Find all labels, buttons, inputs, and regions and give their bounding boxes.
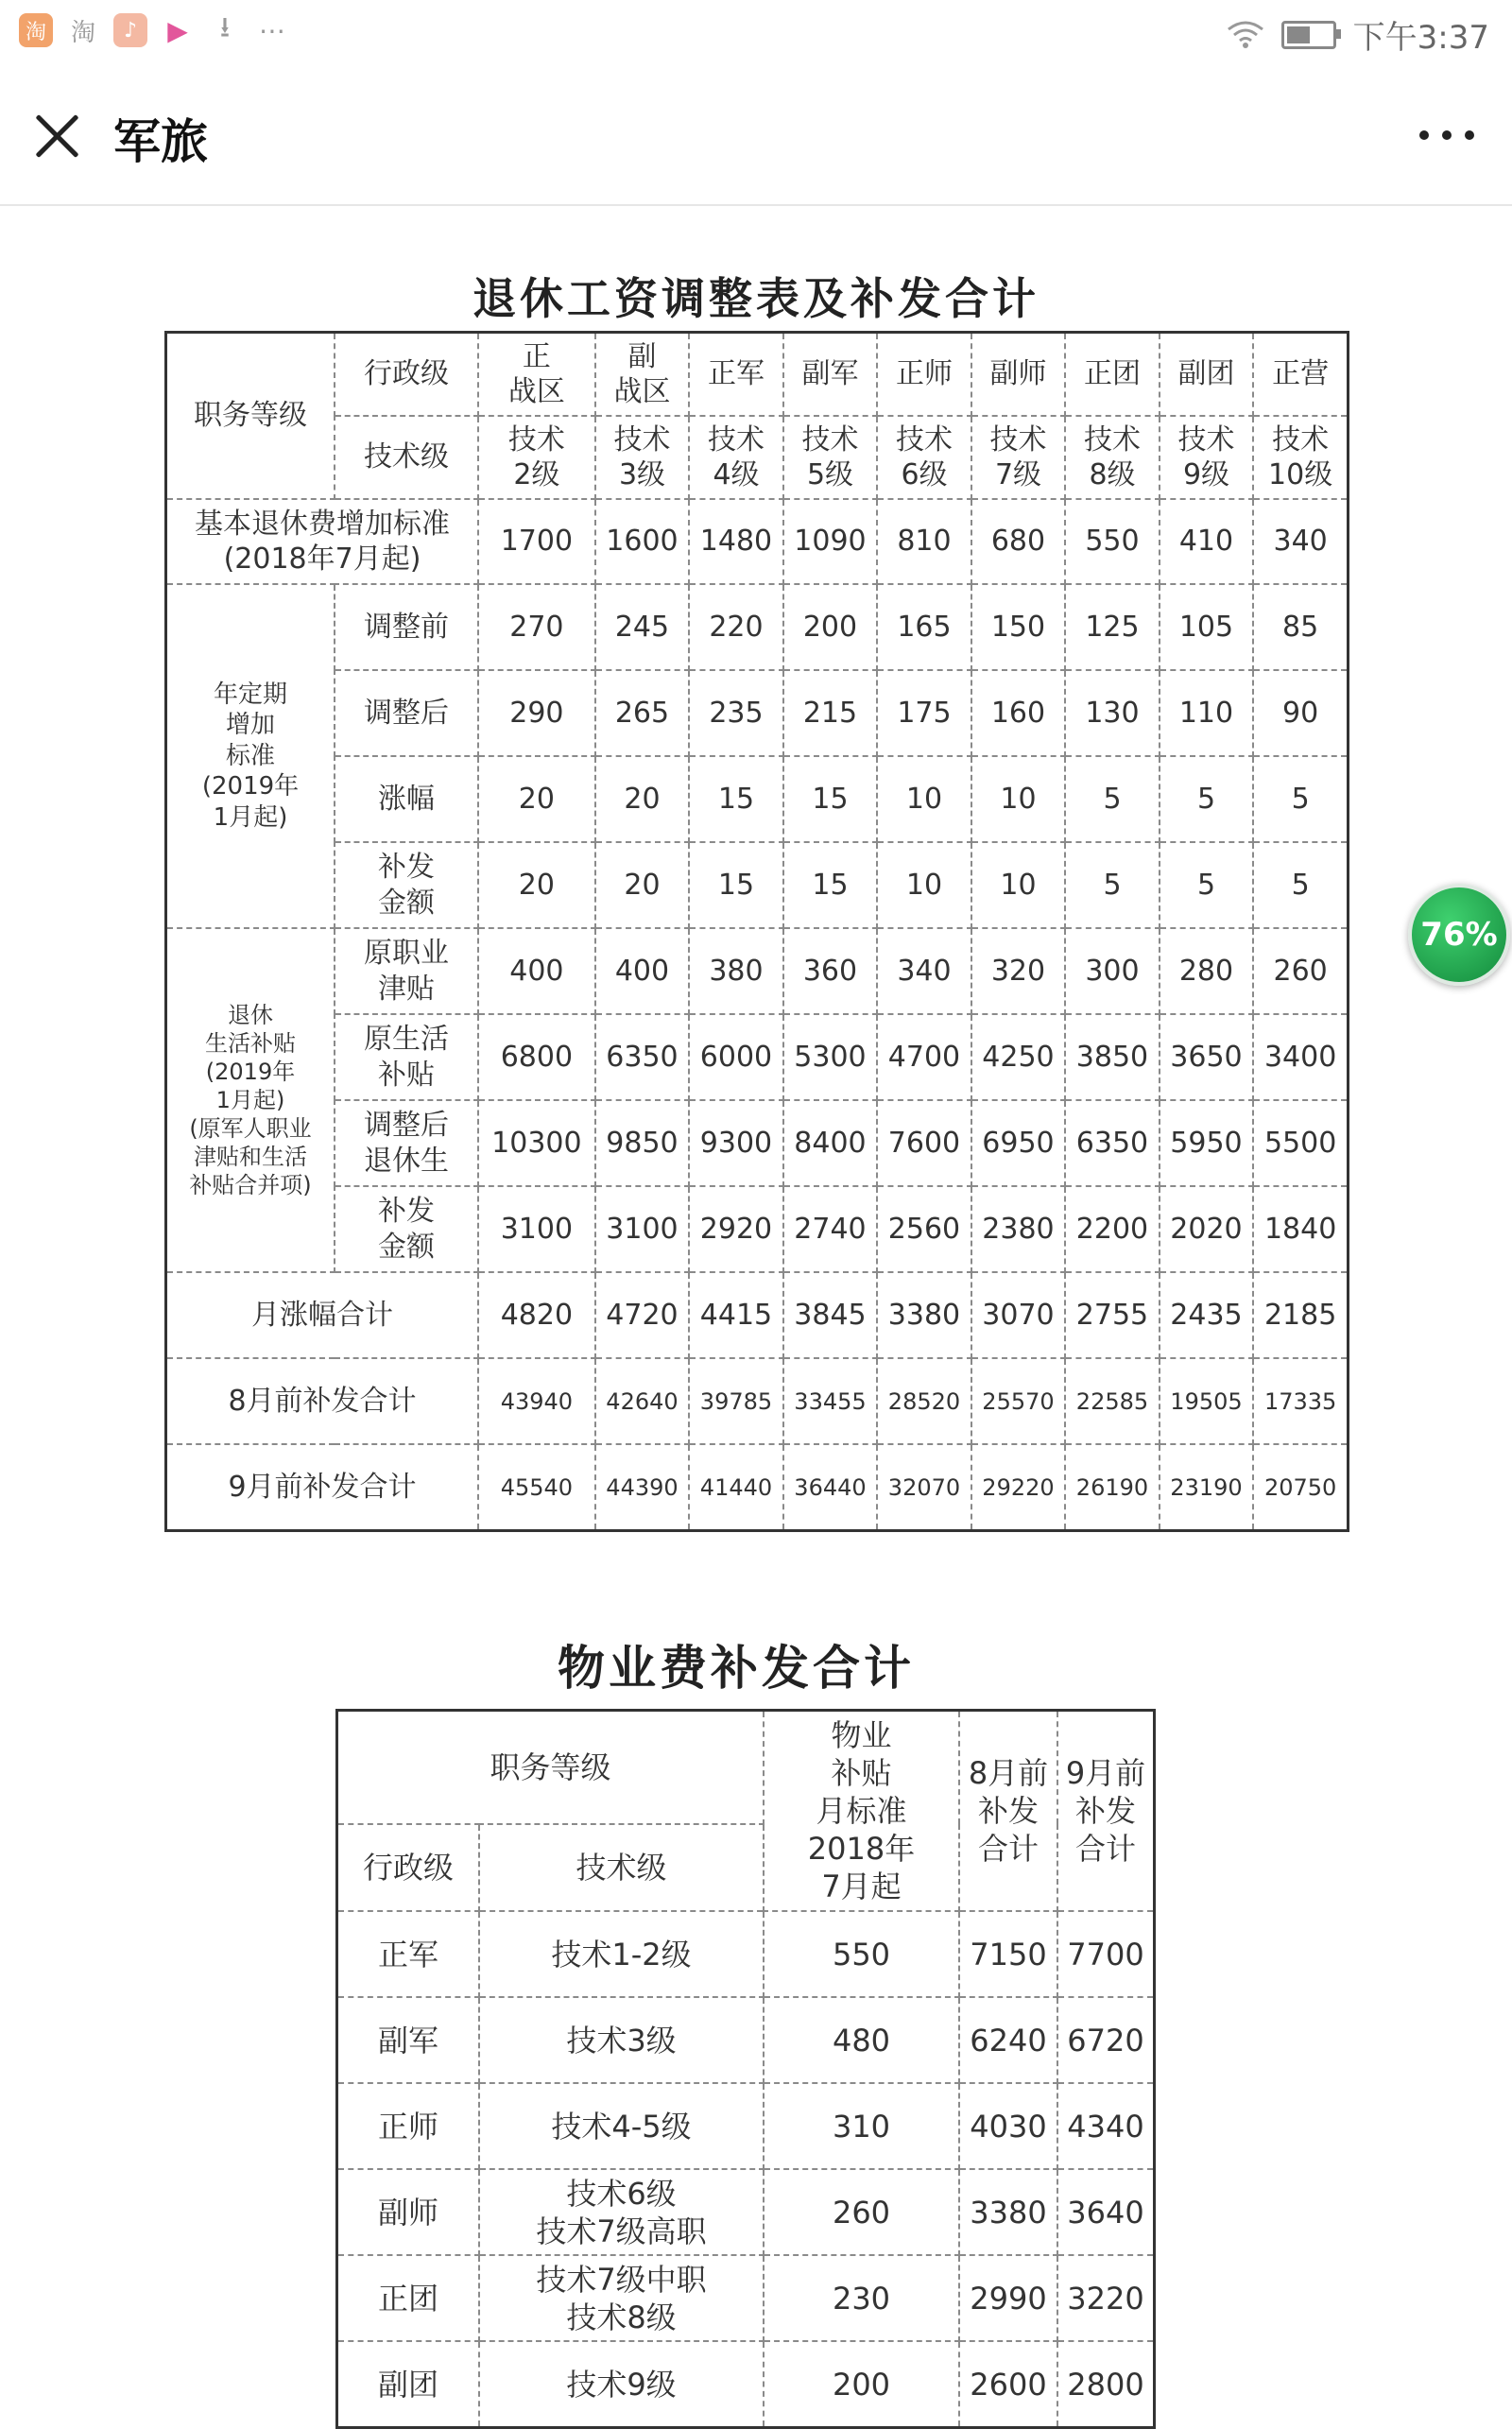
living-subsidy-value: 3400 [1253, 1014, 1348, 1100]
download-icon: ⭳ [208, 13, 242, 47]
regular-increase-value: 15 [783, 756, 878, 842]
living-subsidy-value: 3650 [1160, 1014, 1254, 1100]
regular-increase-value: 20 [478, 756, 595, 842]
summary-value: 28520 [877, 1358, 971, 1444]
basic-increase-value: 550 [1065, 499, 1160, 584]
tech-grade-label: 技术级 [335, 416, 478, 499]
tech-rank-cell: 技术6级 技术7级高职 [479, 2169, 764, 2255]
tech-rank-header: 技术 5级 [783, 416, 878, 499]
summary-value: 4820 [478, 1272, 595, 1358]
status-app-icons [19, 10, 289, 47]
aug-total-cell: 4030 [959, 2083, 1057, 2169]
living-subsidy-value: 300 [1065, 928, 1160, 1014]
tech-rank-cell: 技术4-5级 [479, 2083, 764, 2169]
living-subsidy-value: 6950 [971, 1100, 1066, 1186]
basic-increase-value: 810 [877, 499, 971, 584]
admin-rank-header: 副团 [1160, 333, 1254, 417]
admin-rank-header: 副 战区 [595, 333, 690, 417]
regular-increase-value: 15 [689, 756, 783, 842]
summary-value: 33455 [783, 1358, 878, 1444]
living-subsidy-value: 380 [689, 928, 783, 1014]
sep-total-cell: 6720 [1057, 1997, 1155, 2083]
tech-rank-cell: 技术7级中职 技术8级 [479, 2255, 764, 2341]
sep-total-cell: 4340 [1057, 2083, 1155, 2169]
summary-value: 41440 [689, 1444, 783, 1531]
living-subsidy-value: 340 [877, 928, 971, 1014]
tech-rank-header: 技术 8级 [1065, 416, 1160, 499]
monthly-standard-cell: 310 [764, 2083, 959, 2169]
regular-increase-value: 130 [1065, 670, 1160, 756]
admin-rank-cell: 副师 [337, 2169, 480, 2255]
basic-increase-value: 1090 [783, 499, 878, 584]
admin-rank-header: 正团 [1065, 333, 1160, 417]
summary-value: 43940 [478, 1358, 595, 1444]
summary-value: 29220 [971, 1444, 1066, 1531]
taobao-text-icon: 淘 [66, 13, 100, 47]
living-subsidy-value: 7600 [877, 1100, 971, 1186]
living-subsidy-value: 400 [478, 928, 595, 1014]
music-app-icon: ♪ [113, 13, 147, 47]
monthly-standard-cell: 480 [764, 1997, 959, 2083]
living-subsidy-value: 280 [1160, 928, 1254, 1014]
close-icon[interactable] [28, 108, 85, 164]
living-subsidy-row-label: 原生活 补贴 [335, 1014, 478, 1100]
summary-value: 2755 [1065, 1272, 1160, 1358]
status-time: 下午3:37 [1352, 19, 1489, 57]
summary-value: 17335 [1253, 1358, 1348, 1444]
living-subsidy-value: 2560 [877, 1186, 971, 1272]
living-subsidy-value: 3100 [478, 1186, 595, 1272]
living-subsidy-value: 8400 [783, 1100, 878, 1186]
basic-increase-value: 340 [1253, 499, 1348, 584]
regular-increase-value: 15 [689, 842, 783, 928]
living-subsidy-value: 5950 [1160, 1100, 1254, 1186]
living-subsidy-value: 260 [1253, 928, 1348, 1014]
regular-increase-value: 270 [478, 584, 595, 670]
admin-rank-cell: 副团 [337, 2341, 480, 2428]
monthly-standard-cell: 550 [764, 1911, 959, 1997]
tech-rank-header: 技术 7级 [971, 416, 1066, 499]
regular-increase-value: 90 [1253, 670, 1348, 756]
living-subsidy-value: 4700 [877, 1014, 971, 1100]
regular-increase-value: 20 [478, 842, 595, 928]
admin-rank-cell: 正师 [337, 2083, 480, 2169]
living-subsidy-value: 2740 [783, 1186, 878, 1272]
regular-increase-value: 5 [1160, 842, 1254, 928]
status-right [1227, 11, 1489, 58]
basic-increase-value: 680 [971, 499, 1066, 584]
regular-increase-value: 5 [1065, 842, 1160, 928]
living-subsidy-value: 2380 [971, 1186, 1066, 1272]
living-subsidy-row-label: 原职业 津贴 [335, 928, 478, 1014]
property-fee-table [335, 1709, 1156, 2429]
regular-increase-row-label: 补发 金额 [335, 842, 478, 928]
summary-value: 32070 [877, 1444, 971, 1531]
living-subsidy-value: 6800 [478, 1014, 595, 1100]
nav-bar [0, 66, 1512, 206]
summary-value: 19505 [1160, 1358, 1254, 1444]
living-subsidy-value: 6350 [1065, 1100, 1160, 1186]
admin-grade-label: 行政级 [335, 333, 478, 417]
living-subsidy-value: 5500 [1253, 1100, 1348, 1186]
basic-increase-value: 1700 [478, 499, 595, 584]
summary-value: 3380 [877, 1272, 971, 1358]
admin-rank-cell: 副军 [337, 1997, 480, 2083]
regular-increase-value: 200 [783, 584, 878, 670]
page-title: 军旅 [113, 114, 208, 169]
summary-value: 45540 [478, 1444, 595, 1531]
living-subsidy-value: 9300 [689, 1100, 783, 1186]
more-options-icon[interactable] [1419, 130, 1474, 140]
more-notifications-icon: ⋯ [255, 13, 289, 47]
living-subsidy-value: 2020 [1160, 1186, 1254, 1272]
regular-increase-value: 15 [783, 842, 878, 928]
summary-value: 4720 [595, 1272, 690, 1358]
living-subsidy-value: 2920 [689, 1186, 783, 1272]
basic-increase-value: 1600 [595, 499, 690, 584]
living-subsidy-value: 3850 [1065, 1014, 1160, 1100]
regular-increase-value: 110 [1160, 670, 1254, 756]
living-subsidy-value: 320 [971, 928, 1066, 1014]
table1-title: 退休工资调整表及补发合计 [472, 273, 1040, 324]
monthly-standard-cell: 260 [764, 2169, 959, 2255]
admin-rank-header: 副军 [783, 333, 878, 417]
regular-increase-value: 265 [595, 670, 690, 756]
status-bar [0, 0, 1512, 66]
tech-rank-header: 技术 10级 [1253, 416, 1348, 499]
aug-total-cell: 6240 [959, 1997, 1057, 2083]
summary-value: 26190 [1065, 1444, 1160, 1531]
summary-value: 22585 [1065, 1358, 1160, 1444]
regular-increase-value: 125 [1065, 584, 1160, 670]
living-subsidy-value: 5300 [783, 1014, 878, 1100]
living-subsidy-value: 2200 [1065, 1186, 1160, 1272]
basic-increase-value: 1480 [689, 499, 783, 584]
living-subsidy-value: 360 [783, 928, 878, 1014]
sep-total-cell: 7700 [1057, 1911, 1155, 1997]
monthly-standard-cell: 230 [764, 2255, 959, 2341]
regular-increase-row-label: 调整前 [335, 584, 478, 670]
aug-total-header: 8月前 补发 合计 [959, 1711, 1057, 1912]
admin-grade-header: 行政级 [337, 1824, 480, 1911]
regular-increase-value: 290 [478, 670, 595, 756]
admin-rank-header: 正师 [877, 333, 971, 417]
aug-total-cell: 3380 [959, 2169, 1057, 2255]
sep-total-header: 9月前 补发 合计 [1057, 1711, 1155, 1912]
summary-value: 39785 [689, 1358, 783, 1444]
living-subsidy-row-label: 补发 金额 [335, 1186, 478, 1272]
regular-increase-value: 165 [877, 584, 971, 670]
monthly-standard-cell: 200 [764, 2341, 959, 2428]
summary-row-label: 9月前补发合计 [166, 1444, 479, 1531]
living-subsidy-row-label: 调整后 退休生 [335, 1100, 478, 1186]
table2-title: 物业费补发合计 [558, 1640, 915, 1696]
regular-increase-value: 150 [971, 584, 1066, 670]
tech-rank-cell: 技术9级 [479, 2341, 764, 2428]
tech-rank-cell: 技术3级 [479, 1997, 764, 2083]
living-subsidy-value: 9850 [595, 1100, 690, 1186]
living-subsidy-value: 10300 [478, 1100, 595, 1186]
tech-rank-header: 技术 3级 [595, 416, 690, 499]
sep-total-cell: 3640 [1057, 2169, 1155, 2255]
sep-total-cell: 2800 [1057, 2341, 1155, 2428]
living-subsidy-value: 1840 [1253, 1186, 1348, 1272]
taobao-app-icon: 淘 [19, 13, 53, 47]
regular-increase-row-label: 涨幅 [335, 756, 478, 842]
regular-increase-value: 220 [689, 584, 783, 670]
summary-value: 4415 [689, 1272, 783, 1358]
grade-header-cell: 职务等级 [337, 1711, 765, 1825]
regular-increase-value: 160 [971, 670, 1066, 756]
pension-adjustment-table [164, 331, 1349, 1532]
admin-rank-header: 副师 [971, 333, 1066, 417]
video-app-icon: ▶ [161, 13, 195, 47]
tech-grade-header: 技术级 [479, 1824, 764, 1911]
summary-value: 2185 [1253, 1272, 1348, 1358]
regular-increase-value: 245 [595, 584, 690, 670]
regular-increase-value: 5 [1253, 756, 1348, 842]
grade-header-cell: 职务等级 [166, 333, 335, 500]
tech-rank-header: 技术 4级 [689, 416, 783, 499]
summary-value: 44390 [595, 1444, 690, 1531]
regular-increase-label: 年定期 增加 标准 (2019年 1月起) [166, 584, 335, 928]
summary-value: 2435 [1160, 1272, 1254, 1358]
basic-increase-label: 基本退休费增加标准 (2018年7月起) [166, 499, 479, 584]
summary-value: 36440 [783, 1444, 878, 1531]
regular-increase-row-label: 调整后 [335, 670, 478, 756]
tech-rank-cell: 技术1-2级 [479, 1911, 764, 1997]
regular-increase-value: 10 [877, 756, 971, 842]
summary-value: 3845 [783, 1272, 878, 1358]
tech-rank-header: 技术 6级 [877, 416, 971, 499]
regular-increase-value: 5 [1065, 756, 1160, 842]
regular-increase-value: 85 [1253, 584, 1348, 670]
admin-rank-header: 正 战区 [478, 333, 595, 417]
living-subsidy-value: 400 [595, 928, 690, 1014]
aug-total-cell: 2990 [959, 2255, 1057, 2341]
regular-increase-value: 20 [595, 756, 690, 842]
basic-increase-value: 410 [1160, 499, 1254, 584]
summary-value: 42640 [595, 1358, 690, 1444]
regular-increase-value: 10 [971, 756, 1066, 842]
battery-icon [1281, 21, 1336, 49]
admin-rank-header: 正军 [689, 333, 783, 417]
summary-value: 3070 [971, 1272, 1066, 1358]
regular-increase-value: 235 [689, 670, 783, 756]
monthly-standard-header: 物业 补贴 月标准 2018年 7月起 [764, 1711, 959, 1912]
summary-row-label: 8月前补发合计 [166, 1358, 479, 1444]
regular-increase-value: 105 [1160, 584, 1254, 670]
tech-rank-header: 技术 9级 [1160, 416, 1254, 499]
regular-increase-value: 10 [971, 842, 1066, 928]
aug-total-cell: 2600 [959, 2341, 1057, 2428]
living-subsidy-value: 6000 [689, 1014, 783, 1100]
living-subsidy-value: 4250 [971, 1014, 1066, 1100]
admin-rank-cell: 正团 [337, 2255, 480, 2341]
summary-value: 23190 [1160, 1444, 1254, 1531]
regular-increase-value: 5 [1253, 842, 1348, 928]
regular-increase-value: 10 [877, 842, 971, 928]
aug-total-cell: 7150 [959, 1911, 1057, 1997]
wifi-icon [1227, 20, 1264, 50]
progress-badge[interactable]: 76% [1408, 884, 1510, 986]
living-subsidy-value: 6350 [595, 1014, 690, 1100]
admin-rank-cell: 正军 [337, 1911, 480, 1997]
tech-rank-header: 技术 2级 [478, 416, 595, 499]
regular-increase-value: 175 [877, 670, 971, 756]
admin-rank-header: 正营 [1253, 333, 1348, 417]
regular-increase-value: 20 [595, 842, 690, 928]
living-subsidy-label: 退休 生活补贴 (2019年 1月起) (原军人职业 津贴和生活 补贴合并项) [166, 928, 335, 1272]
living-subsidy-value: 3100 [595, 1186, 690, 1272]
summary-value: 20750 [1253, 1444, 1348, 1531]
summary-value: 25570 [971, 1358, 1066, 1444]
summary-row-label: 月涨幅合计 [166, 1272, 479, 1358]
regular-increase-value: 215 [783, 670, 878, 756]
regular-increase-value: 5 [1160, 756, 1254, 842]
sep-total-cell: 3220 [1057, 2255, 1155, 2341]
